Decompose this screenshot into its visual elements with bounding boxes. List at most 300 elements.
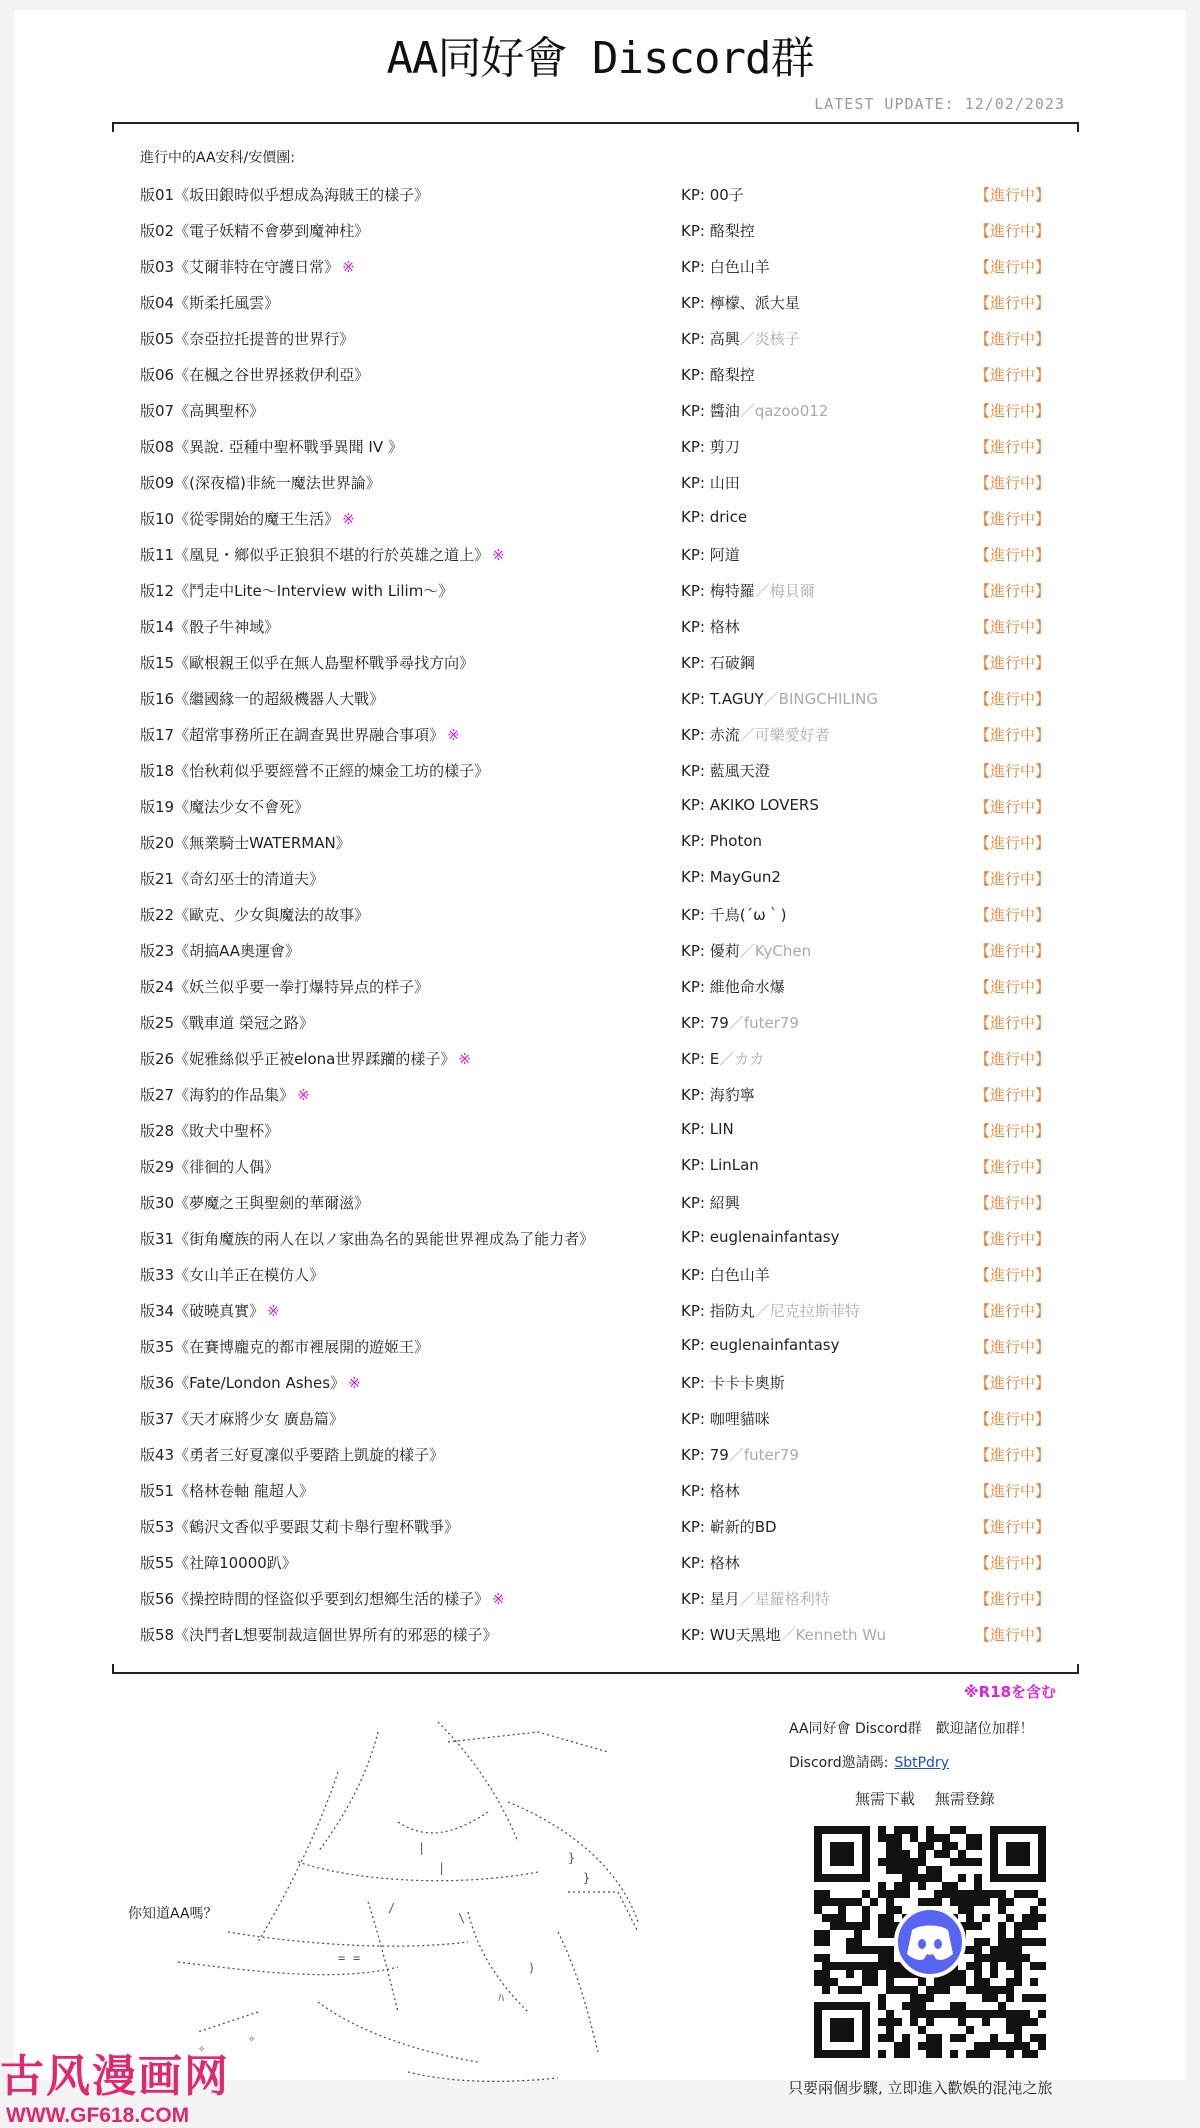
kp-label: KP: xyxy=(681,1014,705,1032)
session-title: 版12《鬥走中Lite～Interview with Lilim～》 xyxy=(140,582,454,600)
invite-row xyxy=(789,1752,1089,1772)
session-name xyxy=(140,1084,310,1105)
session-name xyxy=(140,976,429,997)
kp-cell xyxy=(681,688,878,709)
kp-cell xyxy=(681,1588,830,1609)
kp-cell xyxy=(681,796,819,814)
status-badge: 【進行中】 xyxy=(975,726,1051,744)
kp-cell xyxy=(681,1372,785,1393)
kp-cell xyxy=(681,1480,740,1501)
invite-code-link[interactable]: SbtPdry xyxy=(894,1755,949,1771)
list-row xyxy=(0,1082,1200,1118)
kp-separator: ／ xyxy=(754,1302,770,1320)
list-row xyxy=(0,1298,1200,1334)
kp-cell xyxy=(681,400,828,421)
kp-label: KP: xyxy=(681,1482,705,1500)
session-name xyxy=(140,400,264,421)
kp-name: 維他命水爆 xyxy=(709,978,785,996)
session-name xyxy=(140,220,369,241)
kp-separator: ／ xyxy=(763,690,779,708)
svg-text:ﾊ: ﾊ xyxy=(498,1991,505,2005)
session-title: 版37《天才麻將少女 廣島篇》 xyxy=(140,1410,344,1428)
svg-text:=: = xyxy=(353,1951,361,1965)
status-badge: 【進行中】 xyxy=(975,690,1051,708)
session-name xyxy=(140,1120,279,1141)
status-badge: 【進行中】 xyxy=(975,1266,1051,1284)
list-row xyxy=(0,290,1200,326)
session-title: 版56《操控時間的怪盜似乎要到幻想鄉生活的樣子》 xyxy=(140,1590,490,1608)
session-name xyxy=(140,436,403,457)
kp-cell xyxy=(681,472,740,493)
kp-alt-name: 星羅格利特 xyxy=(754,1590,830,1608)
kp-alt-name: 尼克拉斯菲特 xyxy=(769,1302,860,1320)
status-badge: 【進行中】 xyxy=(975,1482,1051,1500)
kp-name: 格林 xyxy=(709,618,740,636)
session-name xyxy=(140,1228,594,1249)
kp-separator: ／ xyxy=(780,1626,796,1644)
session-title: 版21《奇幻巫士的清道夫》 xyxy=(140,870,325,888)
status-badge: 【進行中】 xyxy=(975,618,1051,636)
kp-label: KP: xyxy=(681,186,705,204)
status-badge: 【進行中】 xyxy=(975,1014,1051,1032)
list-row xyxy=(0,1478,1200,1514)
session-name xyxy=(140,1300,280,1321)
session-title: 版04《斯柔托風雲》 xyxy=(140,294,280,312)
kp-cell xyxy=(681,1300,860,1321)
list-row xyxy=(0,470,1200,506)
kp-name: 咖哩貓咪 xyxy=(709,1410,770,1428)
kp-label: KP: xyxy=(681,546,705,564)
kp-name: Photon xyxy=(709,832,763,850)
status-badge: 【進行中】 xyxy=(975,1626,1051,1644)
kp-label: KP: xyxy=(681,582,705,600)
list-row xyxy=(0,830,1200,866)
discord-info xyxy=(789,1718,1089,1786)
r18-note: ※R18を含む xyxy=(964,1683,1057,1701)
r18-mark: ※ xyxy=(492,1590,505,1608)
discord-eye-icon xyxy=(934,1939,942,1949)
session-name xyxy=(140,364,369,385)
svg-text:|: | xyxy=(438,1861,446,1875)
kp-alt-name: 可樂愛好者 xyxy=(754,726,830,744)
session-name xyxy=(140,544,505,565)
status-badge: 【進行中】 xyxy=(975,402,1051,420)
session-title: 版28《敗犬中聖杯》 xyxy=(140,1122,280,1140)
session-title: 版07《高興聖杯》 xyxy=(140,402,265,420)
session-title: 版10《從零開始的魔王生活》 xyxy=(140,510,340,528)
kp-cell xyxy=(681,868,781,886)
session-title: 版51《格林卷軸 龍超人》 xyxy=(140,1482,314,1500)
kp-label: KP: xyxy=(681,906,705,924)
list-row xyxy=(0,578,1200,614)
status-badge: 【進行中】 xyxy=(975,1122,1051,1140)
kp-separator: ／ xyxy=(754,582,770,600)
kp-separator: ／ xyxy=(728,1014,744,1032)
kp-cell xyxy=(681,1552,740,1573)
r18-mark: ※ xyxy=(342,510,355,528)
kp-label: KP: xyxy=(681,726,705,744)
session-name xyxy=(140,832,351,853)
session-title: 版29《徘徊的人偶》 xyxy=(140,1158,280,1176)
status-badge: 【進行中】 xyxy=(975,1158,1051,1176)
kp-label: KP: xyxy=(681,942,705,960)
session-title: 版17《超常事務所正在調查異世界融合事項》 xyxy=(140,726,445,744)
list-row xyxy=(0,1118,1200,1154)
kp-name: 酪梨控 xyxy=(709,222,755,240)
no-download-text: 無需下載 無需登錄 xyxy=(855,1790,995,1808)
kp-name: 紹興 xyxy=(709,1194,740,1212)
kp-label: KP: xyxy=(681,1086,705,1104)
status-badge: 【進行中】 xyxy=(975,834,1051,852)
list-row xyxy=(0,1334,1200,1370)
status-badge: 【進行中】 xyxy=(975,546,1051,564)
kp-label: KP: xyxy=(681,1446,705,1464)
status-badge: 【進行中】 xyxy=(975,870,1051,888)
kp-label: KP: xyxy=(681,868,705,886)
kp-cell xyxy=(681,652,755,673)
kp-name: 格林 xyxy=(709,1482,740,1500)
r18-mark: ※ xyxy=(447,726,460,744)
session-name xyxy=(140,904,369,925)
kp-cell xyxy=(681,1120,734,1138)
status-badge: 【進行中】 xyxy=(975,906,1051,924)
svg-text:=: = xyxy=(338,1951,346,1965)
kp-name: 指防丸 xyxy=(709,1302,755,1320)
aa-question: 你知道AA嗎？ xyxy=(128,1906,218,1922)
session-name xyxy=(140,328,354,349)
kp-alt-name: 炎核子 xyxy=(754,330,800,348)
status-badge: 【進行中】 xyxy=(975,438,1051,456)
kp-name: euglenainfantasy xyxy=(709,1336,840,1354)
session-name xyxy=(140,1480,314,1501)
kp-label: KP: xyxy=(681,1590,705,1608)
kp-name: 檸檬、派大星 xyxy=(709,294,800,312)
kp-name: 白色山羊 xyxy=(709,258,770,276)
kp-label: KP: xyxy=(681,222,705,240)
r18-mark: ※ xyxy=(492,546,505,564)
svg-text:/: / xyxy=(388,1901,396,1915)
kp-cell xyxy=(681,1336,840,1354)
kp-name: MayGun2 xyxy=(709,868,781,886)
session-name xyxy=(140,1516,459,1537)
kp-alt-name: 梅貝爾 xyxy=(769,582,815,600)
kp-alt-name: Kenneth Wu xyxy=(795,1626,887,1644)
status-badge: 【進行中】 xyxy=(975,1050,1051,1068)
session-name xyxy=(140,652,474,673)
session-title: 版34《破曉真實》 xyxy=(140,1302,265,1320)
watermark-main: 古风漫画网 xyxy=(0,2051,230,2102)
session-title: 版31《街角魔族的兩人在以ノ家曲為名的異能世界裡成為了能力者》 xyxy=(140,1230,595,1248)
session-name xyxy=(140,1048,471,1069)
r18-mark: ※ xyxy=(297,1086,310,1104)
kp-cell xyxy=(681,1048,764,1069)
session-title: 版43《勇者三好夏凜似乎要踏上凱旋的樣子》 xyxy=(140,1446,445,1464)
status-badge: 【進行中】 xyxy=(975,582,1051,600)
kp-cell xyxy=(681,184,744,205)
session-name xyxy=(140,1012,314,1033)
kp-cell xyxy=(681,436,740,457)
list-row xyxy=(0,1370,1200,1406)
list-row xyxy=(0,434,1200,470)
kp-name: 高興 xyxy=(709,330,740,348)
kp-label: KP: xyxy=(681,978,705,996)
session-title: 版09《(深夜檔)非統一魔法世界論》 xyxy=(140,474,381,492)
kp-label: KP: xyxy=(681,1156,705,1174)
kp-cell xyxy=(681,976,785,997)
kp-name: 千鳥(´ω｀) xyxy=(709,906,787,924)
kp-cell xyxy=(681,220,755,241)
kp-cell xyxy=(681,724,830,745)
kp-label: KP: xyxy=(681,1554,705,1572)
r18-mark: ※ xyxy=(348,1374,361,1392)
status-badge: 【進行中】 xyxy=(975,258,1051,276)
kp-cell xyxy=(681,364,755,385)
list-row xyxy=(0,398,1200,434)
kp-cell xyxy=(681,832,762,850)
kp-label: KP: xyxy=(681,618,705,636)
session-name xyxy=(140,256,355,277)
kp-label: KP: xyxy=(681,1194,705,1212)
kp-label: KP: xyxy=(681,438,705,456)
kp-cell xyxy=(681,616,740,637)
kp-label: KP: xyxy=(681,294,705,312)
session-name xyxy=(140,1444,444,1465)
session-title: 版58《決鬥者L想要制裁這個世界所有的邪惡的樣子》 xyxy=(140,1626,498,1644)
kp-cell xyxy=(681,328,800,349)
session-list xyxy=(0,182,1200,1658)
kp-name: 星月 xyxy=(709,1590,740,1608)
status-badge: 【進行中】 xyxy=(975,510,1051,528)
kp-cell xyxy=(681,1624,886,1645)
invite-label: Discord邀請碼: xyxy=(789,1755,889,1771)
session-name xyxy=(140,868,324,889)
session-title: 版14《骰子牛神域》 xyxy=(140,618,280,636)
session-title: 版27《海豹的作品集》 xyxy=(140,1086,295,1104)
kp-label: KP: xyxy=(681,330,705,348)
kp-name: LIN xyxy=(709,1120,734,1138)
kp-name: 00子 xyxy=(709,186,744,204)
list-row xyxy=(0,1262,1200,1298)
kp-alt-name: カカ xyxy=(734,1050,765,1068)
kp-label: KP: xyxy=(681,1302,705,1320)
list-row xyxy=(0,1010,1200,1046)
kp-label: KP: xyxy=(681,1228,705,1246)
kp-alt-name: qazoo012 xyxy=(754,402,829,420)
status-badge: 【進行中】 xyxy=(975,1374,1051,1392)
discord-eye-icon xyxy=(918,1939,926,1949)
kp-separator: ／ xyxy=(739,1590,755,1608)
list-row xyxy=(0,542,1200,578)
kp-label: KP: xyxy=(681,1626,705,1644)
list-frame-top xyxy=(112,122,1079,132)
session-title: 版23《胡搞AA奧運會》 xyxy=(140,942,301,960)
list-row xyxy=(0,1046,1200,1082)
bottom-note: 只要兩個步驟, 立即進入歡娛的混沌之旅 xyxy=(788,2079,1053,2097)
session-title: 版35《在賽博龐克的都市裡展開的遊姬王》 xyxy=(140,1338,430,1356)
list-frame-bottom xyxy=(112,1664,1079,1674)
status-badge: 【進行中】 xyxy=(975,942,1051,960)
session-title: 版01《坂田銀時似乎想成為海賊王的樣子》 xyxy=(140,186,430,204)
session-title: 版05《奈亞拉托提普的世界行》 xyxy=(140,330,355,348)
list-row xyxy=(0,794,1200,830)
session-name xyxy=(140,1192,369,1213)
session-name xyxy=(140,1552,297,1573)
status-badge: 【進行中】 xyxy=(975,762,1051,780)
kp-name: 格林 xyxy=(709,1554,740,1572)
kp-name: 梅特羅 xyxy=(709,582,755,600)
watermark xyxy=(0,2040,230,2128)
kp-label: KP: xyxy=(681,832,705,850)
status-badge: 【進行中】 xyxy=(975,1446,1051,1464)
session-name xyxy=(140,1264,324,1285)
session-name xyxy=(140,796,309,817)
kp-label: KP: xyxy=(681,654,705,672)
kp-name: 白色山羊 xyxy=(709,1266,770,1284)
status-badge: 【進行中】 xyxy=(975,366,1051,384)
session-title: 版36《Fate/London Ashes》 xyxy=(140,1374,346,1392)
status-badge: 【進行中】 xyxy=(975,1518,1051,1536)
list-row xyxy=(0,650,1200,686)
kp-name: 79 xyxy=(709,1014,729,1032)
kp-cell xyxy=(681,1408,770,1429)
session-name xyxy=(140,292,279,313)
list-row xyxy=(0,1190,1200,1226)
page-title: AA同好會 Discord群 xyxy=(386,33,814,84)
list-row xyxy=(0,938,1200,974)
session-title: 版22《歐克、少女與魔法的故事》 xyxy=(140,906,370,924)
kp-label: KP: xyxy=(681,366,705,384)
kp-name: 優莉 xyxy=(709,942,740,960)
session-name xyxy=(140,1588,505,1609)
status-badge: 【進行中】 xyxy=(975,474,1051,492)
kp-name: 阿道 xyxy=(709,546,740,564)
kp-alt-name: BINGCHILING xyxy=(778,690,879,708)
kp-separator: ／ xyxy=(739,402,755,420)
r18-mark: ※ xyxy=(342,258,355,276)
svg-text:✧: ✧ xyxy=(198,2041,206,2055)
session-name xyxy=(140,1408,344,1429)
status-badge: 【進行中】 xyxy=(975,1230,1051,1248)
kp-label: KP: xyxy=(681,1050,705,1068)
kp-label: KP: xyxy=(681,402,705,420)
latest-update: LATEST UPDATE: 12/02/2023 xyxy=(814,95,1065,113)
kp-cell xyxy=(681,1012,799,1033)
status-badge: 【進行中】 xyxy=(975,1410,1051,1428)
kp-cell xyxy=(681,1192,740,1213)
kp-name: 卡卡卡奧斯 xyxy=(709,1374,785,1392)
svg-text:): ) xyxy=(528,1961,536,1975)
kp-cell xyxy=(681,508,747,526)
kp-name: 嶄新的BD xyxy=(709,1518,777,1536)
kp-alt-name: futer79 xyxy=(743,1014,799,1032)
session-name xyxy=(140,940,300,961)
session-name xyxy=(140,1156,279,1177)
svg-text:}: } xyxy=(583,1871,591,1885)
kp-cell xyxy=(681,580,815,601)
list-row xyxy=(0,1406,1200,1442)
session-title: 版06《在楓之谷世界拯救伊利亞》 xyxy=(140,366,370,384)
session-title: 版03《艾爾菲特在守護日常》 xyxy=(140,258,340,276)
status-badge: 【進行中】 xyxy=(975,1590,1051,1608)
session-title: 版25《戰車道 榮冠之路》 xyxy=(140,1014,314,1032)
kp-separator: ／ xyxy=(719,1050,735,1068)
kp-label: KP: xyxy=(681,762,705,780)
qr-code-icon[interactable] xyxy=(800,1812,1060,2072)
list-row xyxy=(0,758,1200,794)
status-badge: 【進行中】 xyxy=(975,798,1051,816)
kp-label: KP: xyxy=(681,796,705,814)
kp-cell xyxy=(681,1444,799,1465)
list-row xyxy=(0,686,1200,722)
kp-cell xyxy=(681,1264,770,1285)
kp-name: 藍風天澄 xyxy=(709,762,770,780)
kp-label: KP: xyxy=(681,1410,705,1428)
kp-alt-name: futer79 xyxy=(743,1446,799,1464)
kp-cell xyxy=(681,544,740,565)
session-name xyxy=(140,1624,497,1645)
kp-label: KP: xyxy=(681,1336,705,1354)
session-name xyxy=(140,580,453,601)
list-row xyxy=(0,1622,1200,1658)
session-name xyxy=(140,508,355,529)
kp-name: 醬油 xyxy=(709,402,740,420)
session-title: 版02《電子妖精不會夢到魔神柱》 xyxy=(140,222,370,240)
session-title: 版19《魔法少女不會死》 xyxy=(140,798,310,816)
list-row xyxy=(0,182,1200,218)
session-title: 版18《怡秋莉似乎要經營不正經的煉金工坊的樣子》 xyxy=(140,762,490,780)
list-row xyxy=(0,974,1200,1010)
list-row xyxy=(0,722,1200,758)
kp-name: E xyxy=(709,1050,720,1068)
session-name xyxy=(140,688,384,709)
list-row xyxy=(0,902,1200,938)
status-badge: 【進行中】 xyxy=(975,222,1051,240)
kp-separator: ／ xyxy=(739,330,755,348)
kp-name: drice xyxy=(709,508,748,526)
list-row xyxy=(0,506,1200,542)
session-name xyxy=(140,1372,361,1393)
status-badge: 【進行中】 xyxy=(975,1194,1051,1212)
session-title: 版08《異說. 亞種中聖杯戰爭異聞 IV 》 xyxy=(140,438,403,456)
list-row xyxy=(0,362,1200,398)
kp-label: KP: xyxy=(681,474,705,492)
session-title: 版15《歐根親王似乎在無人島聖杯戰爭尋找方向》 xyxy=(140,654,475,672)
session-title: 版26《妮雅絲似乎正被elona世界蹂躪的樣子》 xyxy=(140,1050,456,1068)
kp-label: KP: xyxy=(681,1120,705,1138)
svg-text:✧: ✧ xyxy=(248,2031,256,2045)
session-title: 版24《妖兰似乎要一拳打爆特异点的样子》 xyxy=(140,978,430,996)
list-row xyxy=(0,1442,1200,1478)
status-badge: 【進行中】 xyxy=(975,330,1051,348)
kp-label: KP: xyxy=(681,1374,705,1392)
session-title: 版33《女山羊正在模仿人》 xyxy=(140,1266,325,1284)
kp-alt-name: KyChen xyxy=(754,942,812,960)
section-title: 進行中的AA安科/安價團: xyxy=(140,150,295,166)
session-name xyxy=(140,760,489,781)
session-name xyxy=(140,184,429,205)
session-title: 版11《凰見・鄉似乎正狼狽不堪的行於英雄之道上》 xyxy=(140,546,490,564)
status-badge: 【進行中】 xyxy=(975,1086,1051,1104)
kp-name: 剪刀 xyxy=(709,438,740,456)
session-name xyxy=(140,724,460,745)
session-name xyxy=(140,616,279,637)
kp-name: 79 xyxy=(709,1446,729,1464)
kp-cell xyxy=(681,940,811,961)
list-row xyxy=(0,1154,1200,1190)
kp-label: KP: xyxy=(681,1518,705,1536)
kp-label: KP: xyxy=(681,1266,705,1284)
status-badge: 【進行中】 xyxy=(975,654,1051,672)
